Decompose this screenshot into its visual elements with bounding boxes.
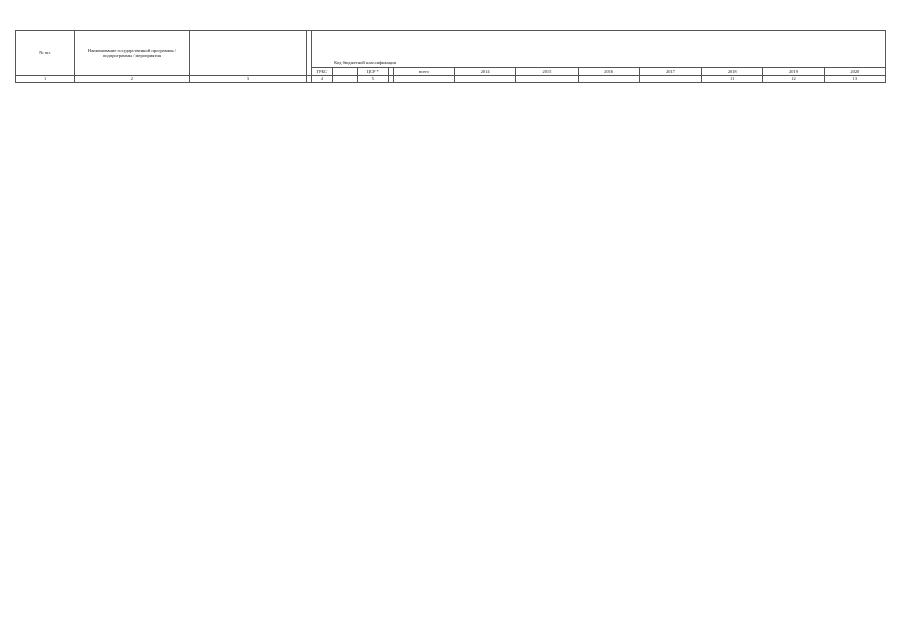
index-cell: 11 (702, 76, 763, 83)
header-row-index (16, 76, 886, 83)
header-num: № пп. (16, 31, 75, 76)
header-code: Код бюджетной классификации (312, 31, 886, 68)
index-cell: 12 (763, 76, 824, 83)
header-grbs: ГРБС (312, 68, 332, 76)
index-cell: 3 (189, 76, 306, 83)
header-year: 2019 (763, 68, 824, 76)
budget-table (15, 30, 886, 83)
header-row-main (16, 31, 886, 68)
index-cell (516, 76, 578, 83)
header-year: 2015 (516, 68, 578, 76)
header-total: всего (393, 68, 454, 76)
header-rzpr (332, 68, 358, 76)
header-name: Наименование государственной программы / подпрограммы / мероприятия (75, 31, 189, 76)
index-cell (578, 76, 639, 83)
header-source (189, 31, 306, 76)
index-cell (393, 76, 454, 83)
budget-table-sheet (15, 30, 886, 83)
index-cell: 4 (312, 76, 332, 83)
index-cell: 1 (16, 76, 75, 83)
index-cell (639, 76, 701, 83)
index-cell (332, 76, 358, 83)
header-year: 2016 (578, 68, 639, 76)
header-year: 2020 (824, 68, 885, 76)
header-year: 2018 (702, 68, 763, 76)
index-cell: 5 (358, 76, 389, 83)
header-year: 2017 (639, 68, 701, 76)
index-cell (455, 76, 516, 83)
index-cell: 2 (75, 76, 189, 83)
header-csr: ЦСР * (358, 68, 389, 76)
header-year: 2014 (455, 68, 516, 76)
index-cell: 13 (824, 76, 885, 83)
